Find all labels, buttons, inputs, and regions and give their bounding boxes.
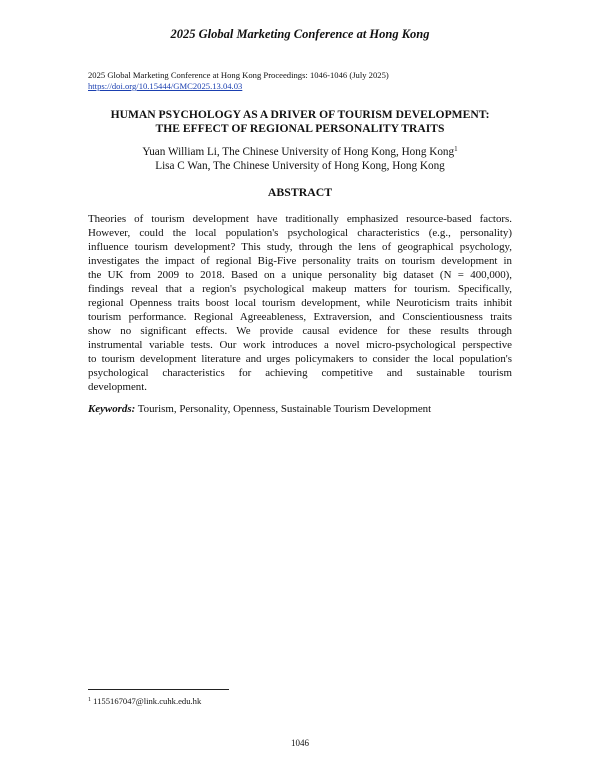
author-1: Yuan William Li, The Chinese University of Hong Kong, Hong Kong xyxy=(142,146,455,158)
keywords xyxy=(88,402,518,416)
author-2: Lisa C Wan, The Chinese University of Hong Kong, Hong Kong xyxy=(155,160,445,172)
page-number: 1046 xyxy=(291,738,309,748)
abstract-line: regional Openness traits boost local tourism development, while Neuroticism traits inhibit xyxy=(88,297,512,309)
abstract-line: However, could the local population's psychological characteristics (e.g., personality) xyxy=(88,227,512,239)
abstract-line: influence tourism development? This study, through the lens of geographical psychology, xyxy=(88,241,512,253)
title-line-1: HUMAN PSYCHOLOGY AS A DRIVER OF TOURISM DEVELOPMENT: xyxy=(110,108,490,121)
footnote-divider xyxy=(88,689,229,690)
doi-link[interactable]: https://doi.org/10.15444/GMC2025.13.04.03 xyxy=(88,81,243,91)
footnote-mark: 1 xyxy=(88,697,91,703)
footnote-email: 1155167047@link.cuhk.edu.hk xyxy=(93,696,202,706)
footnote xyxy=(88,696,388,706)
abstract-line: psychological characteristics for achieving competitive and sustainable tourism xyxy=(88,367,512,379)
running-head: 2025 Global Marketing Conference at Hong Kong xyxy=(170,27,430,41)
abstract-line: instrumental variable tests. Our work introduces a novel micro-psychological perspective xyxy=(88,339,512,351)
abstract-heading: ABSTRACT xyxy=(267,185,333,199)
abstract-line: development. xyxy=(88,381,147,393)
author-line-2 xyxy=(60,159,540,173)
abstract-line: Theories of tourism development have traditionally emphasized resource-based factors. xyxy=(88,213,512,225)
proceedings-info xyxy=(88,70,528,92)
author-line-1 xyxy=(60,145,540,159)
keywords-text: Tourism, Personality, Openness, Sustainable Tourism Development xyxy=(137,403,432,415)
abstract-line: investigates the impact of regional Big-Five personality traits on tourism development in xyxy=(88,255,512,267)
abstract-line: the UK from 2009 to 2018. Based on a unique personality big dataset (N = 400,000), xyxy=(88,269,512,281)
author-1-footnote-mark: 1 xyxy=(454,145,458,153)
keywords-label: Keywords: xyxy=(88,403,136,415)
abstract-line: show no significant effects. We provide causal evidence for these results through xyxy=(88,325,512,337)
abstract-line: to tourism development literature and urges policymakers to consider the local population's xyxy=(88,353,512,365)
paper-title xyxy=(60,108,540,136)
author-list xyxy=(60,145,540,173)
abstract-body xyxy=(88,212,512,394)
abstract-line: findings reveal that a region's psychological makeup matters for tourism. Specifically, xyxy=(88,283,512,295)
title-line-2: THE EFFECT OF REGIONAL PERSONALITY TRAITS xyxy=(155,122,445,135)
abstract-line: tourism performance. Regional Agreeableness, Extraversion, and Conscientiousness traits xyxy=(88,311,512,323)
proceedings-citation: 2025 Global Marketing Conference at Hong Kong Proceedings: 1046-1046 (July 2025) xyxy=(88,70,389,80)
